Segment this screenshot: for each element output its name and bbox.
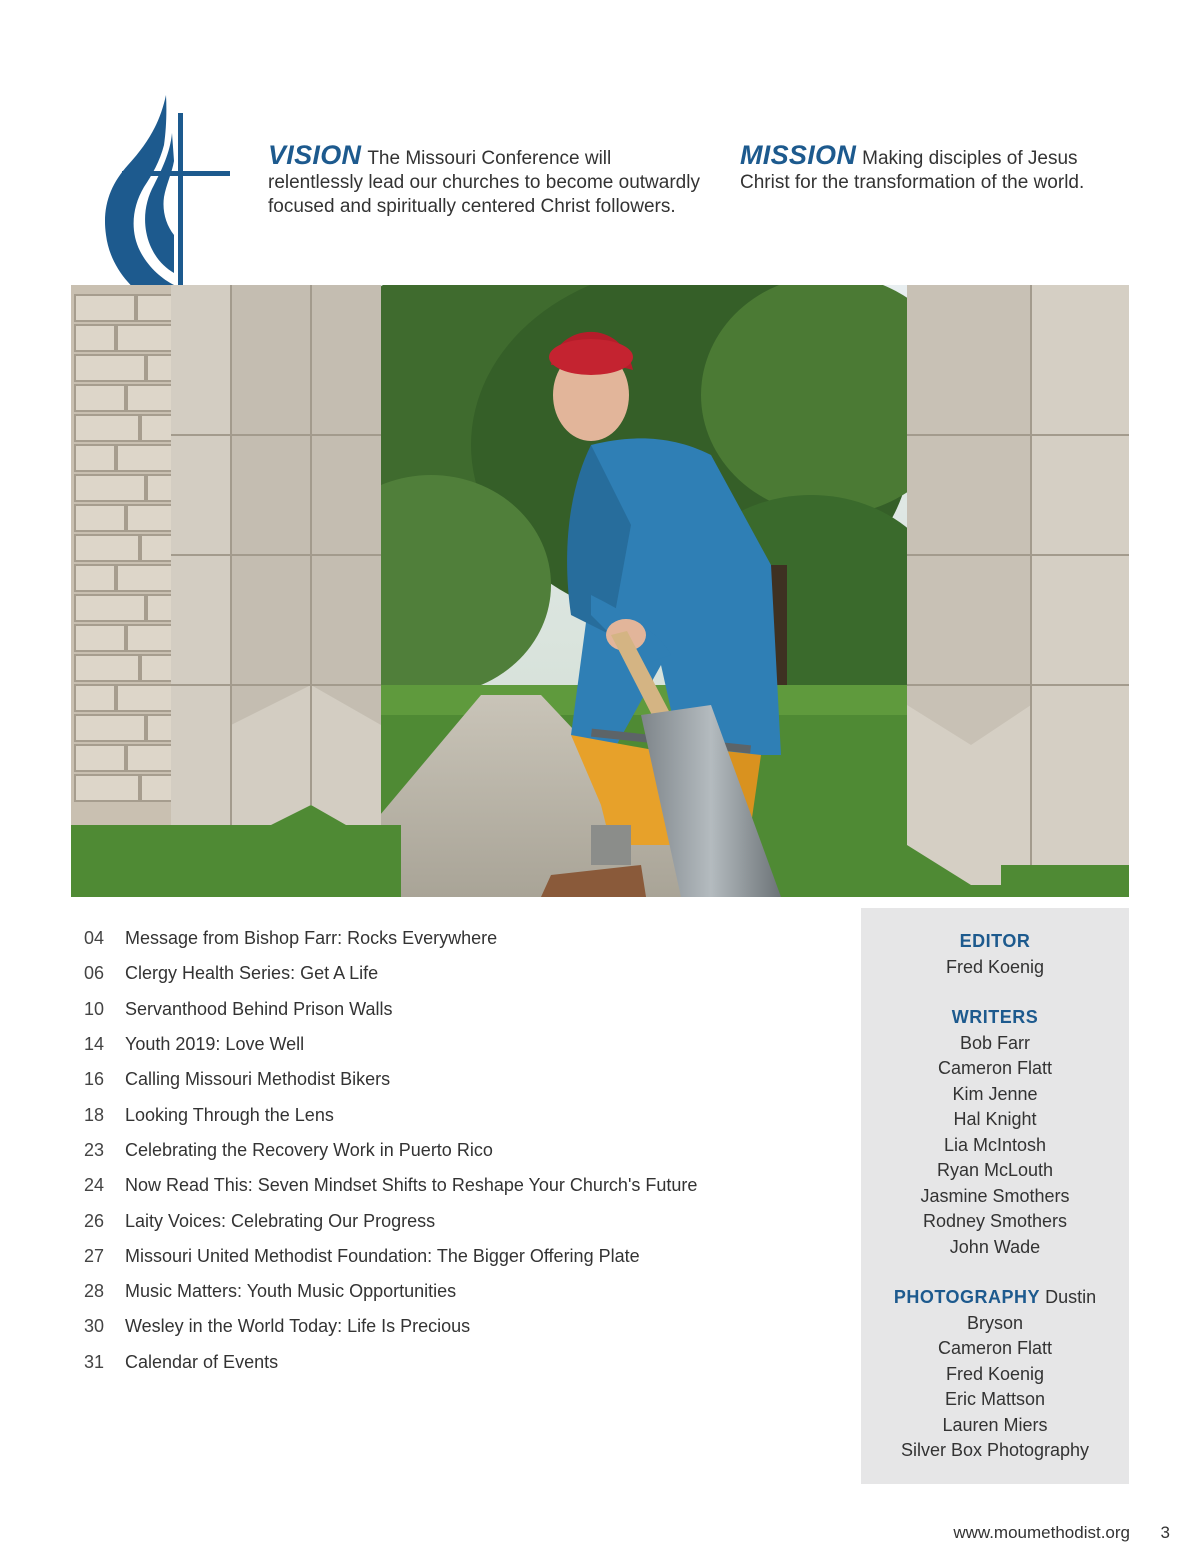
website-url[interactable]: www.moumethodist.org [953,1523,1130,1542]
toc-page-number: 26 [83,1210,104,1231]
toc-page-number: 31 [83,1351,104,1372]
toc-title: Clergy Health Series: Get A Life [125,963,379,984]
toc-page-number: 30 [83,1316,104,1337]
writer-name: Bob Farr [959,1032,1031,1053]
writer-name: Lia McIntosh [943,1134,1047,1155]
writer-name: Kim Jenne [952,1083,1038,1104]
toc-page-number: 06 [83,963,104,984]
toc-page-number: 28 [83,1281,104,1302]
toc-entry[interactable] [72,1239,832,1274]
toc-entry[interactable] [72,1062,832,1097]
photographer-name: Eric Mattson [944,1389,1046,1409]
mission-text: Making disciples of Jesus Christ for the transformation of the world. [740,148,1085,193]
photographer-name: Fred Koenig [945,1363,1045,1384]
vision-label: VISION [268,140,362,170]
toc-title: Missouri United Methodist Foundation: The Bigger Offering Plate [125,1245,640,1266]
toc-title: Calling Missouri Methodist Bikers [125,1069,391,1090]
toc-page-number: 27 [83,1245,104,1266]
writers-heading: WRITERS [951,1007,1039,1027]
toc-title: Celebrating the Recovery Work in Puerto Rico [125,1139,493,1160]
toc-entry[interactable] [72,1097,832,1132]
writer-name: Hal Knight [953,1109,1037,1129]
writer-name: Cameron Flatt [937,1058,1053,1078]
toc-page-number: 14 [83,1034,104,1055]
page-number: 3 [1160,1523,1170,1542]
writer-name: Rodney Smothers [922,1211,1068,1231]
toc-title: Calendar of Events [125,1351,279,1372]
toc-title: Wesley in the World Today: Life Is Precious [125,1316,471,1337]
credits-box [861,908,1129,1484]
editor-name: Fred Koenig [945,956,1045,977]
toc-page-number: 24 [83,1175,104,1196]
vision-text: The Missouri Conference will relentlessly lead our churches to become outwardly focused and spiritually centered Christ followers. [268,148,700,217]
toc-entry[interactable] [72,1274,832,1309]
mission-label: MISSION [740,140,857,170]
toc-page-number: 04 [83,928,104,949]
editor-heading: EDITOR [959,931,1031,951]
toc-title: Looking Through the Lens [125,1104,334,1125]
vision-statement [268,140,708,219]
photographer-name: Cameron Flatt [937,1338,1053,1358]
mission-statement [740,140,1110,195]
toc-page-number: 10 [83,998,104,1019]
toc-page-number: 16 [83,1069,104,1090]
table-of-contents [72,921,832,1380]
photography-heading: PHOTOGRAPHY [893,1287,1041,1307]
photographer-name: Lauren Miers [942,1414,1048,1435]
toc-title: Now Read This: Seven Mindset Shifts to Reshape Your Church's Future [125,1175,698,1196]
toc-entry[interactable] [72,1309,832,1344]
toc-page-number: 18 [83,1104,104,1125]
toc-page-number: 23 [83,1139,104,1160]
hero-photo [71,285,1129,897]
photographer-name: Bryson [966,1312,1024,1333]
toc-entry[interactable] [72,1133,832,1168]
toc-entry[interactable] [72,992,832,1027]
toc-entry[interactable] [72,921,832,956]
toc-title: Message from Bishop Farr: Rocks Everywhere [125,928,498,949]
toc-entry[interactable] [72,956,832,991]
writer-name: John Wade [949,1236,1041,1257]
toc-entry[interactable] [72,1168,832,1203]
toc-entry[interactable] [72,1027,832,1062]
toc-title: Youth 2019: Love Well [125,1034,305,1055]
toc-title: Laity Voices: Celebrating Our Progress [125,1210,436,1231]
photography-line [861,1285,1129,1311]
toc-entry[interactable] [72,1203,832,1238]
photographer-name: Silver Box Photography [900,1440,1090,1460]
photographer-name: Dustin [1045,1287,1097,1307]
toc-title: Servanthood Behind Prison Walls [125,998,393,1019]
toc-entry[interactable] [72,1345,832,1380]
toc-title: Music Matters: Youth Music Opportunities [125,1281,457,1302]
writer-name: Jasmine Smothers [920,1185,1070,1206]
writer-name: Ryan McLouth [936,1160,1054,1180]
